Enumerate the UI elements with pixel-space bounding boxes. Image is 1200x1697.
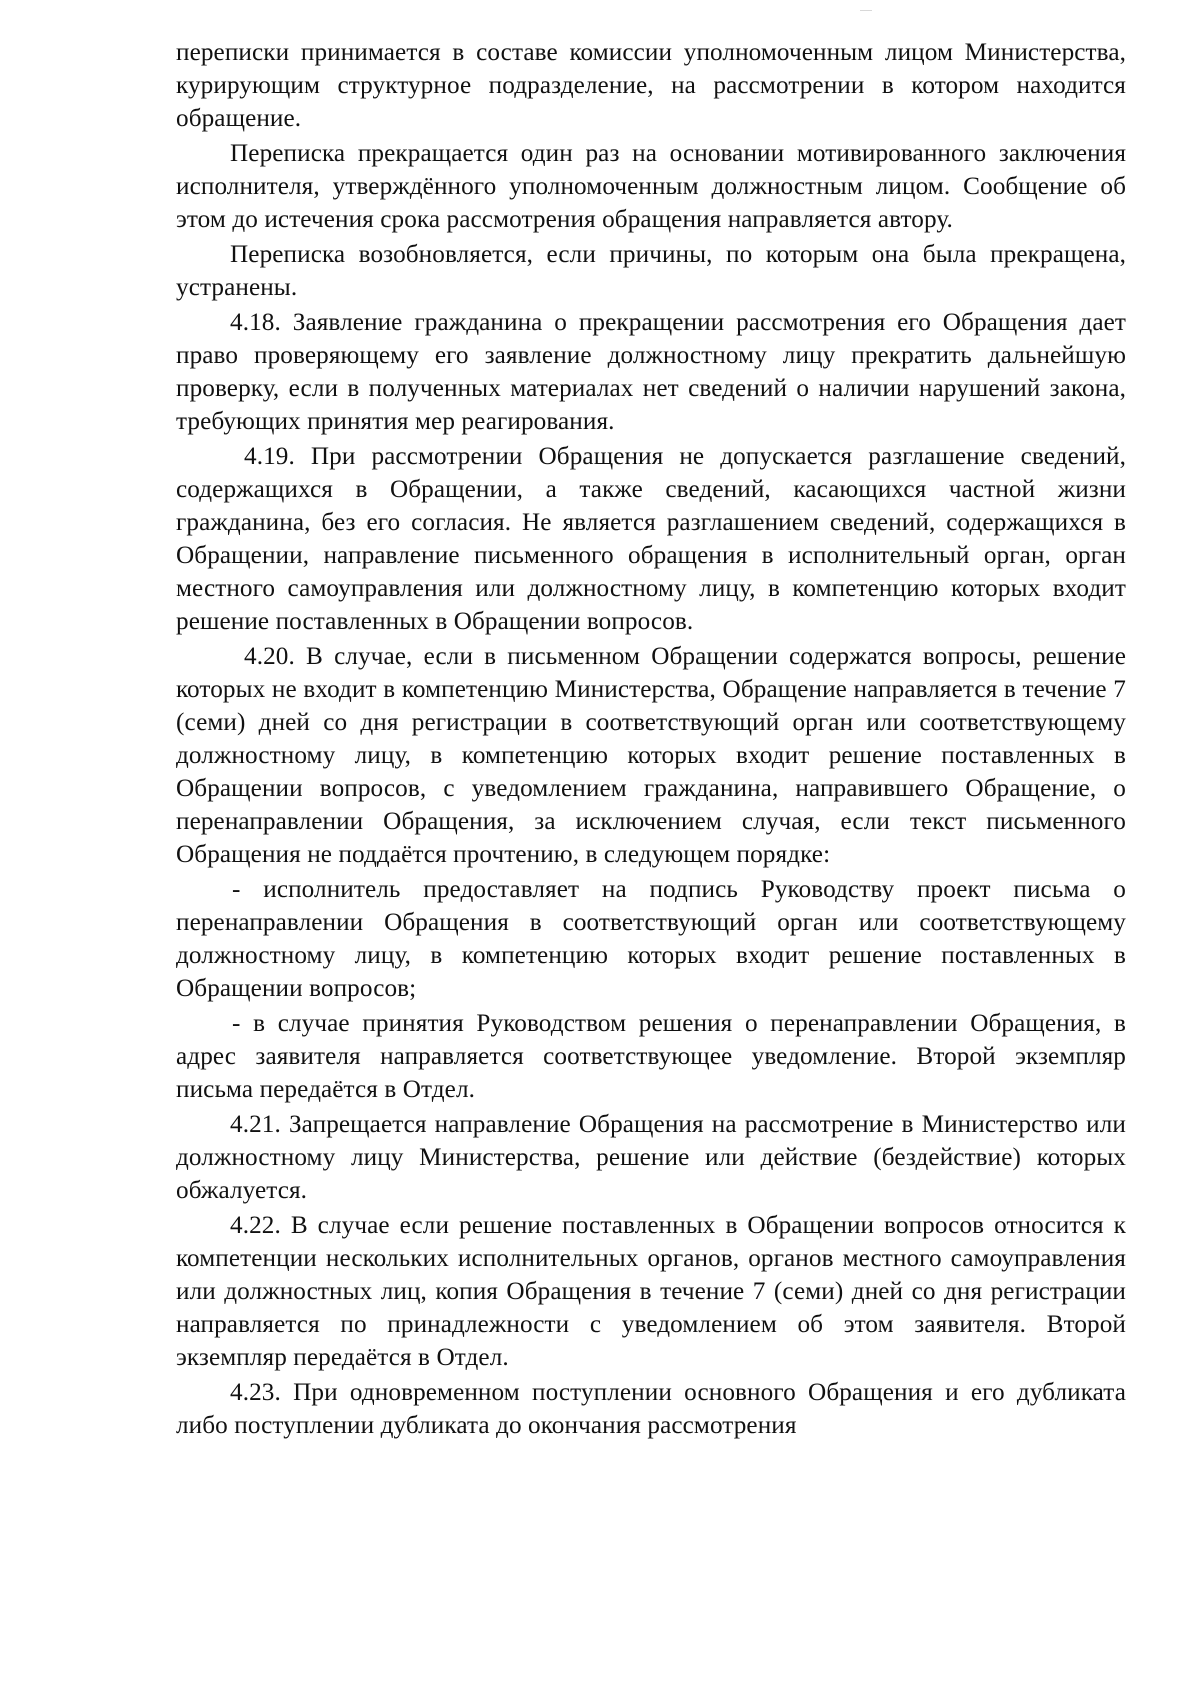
paragraph-correspondence-termination: Переписка прекращается один раз на основании мотивированного заключения исполнителя, утверждённого уполномоченным должностным лицом. Сообщение об этом до истечения срока рассмотрения обращения направляется автору. <box>176 140 1126 233</box>
list-item-executor: - исполнитель предоставляет на подпись Руководству проект письма о перенаправлении Обращения в соответствующий орган или соответствующему должностному лицу, в компетенцию которых входит решение поставленных в Обращении вопросов; <box>176 876 1126 1002</box>
scan-artifact <box>860 10 872 11</box>
paragraph-4-18: 4.18. Заявление гражданина о прекращении рассмотрения его Обращения дает право проверяющему его заявление должностному лицу прекратить дальнейшую проверку, если в полученных материалах нет сведений о наличии нарушений закона, требующих принятия мер реагирования. <box>176 309 1126 435</box>
paragraph-4-21: 4.21. Запрещается направление Обращения на рассмотрение в Министерство или должностному лицу Министерства, решение или действие (бездействие) которых обжалуется. <box>176 1111 1126 1204</box>
list-item-decision: - в случае принятия Руководством решения о перенаправлении Обращения, в адрес заявителя направляется соответствующее уведомление. Второй экземпляр письма передаётся в Отдел. <box>176 1010 1126 1103</box>
paragraph-correspondence-resumption: Переписка возобновляется, если причины, по которым она была прекращена, устранены. <box>176 241 1126 301</box>
paragraph-4-19: 4.19. При рассмотрении Обращения не допускается разглашение сведений, содержащихся в Обращении, а также сведений, касающихся частной жизни гражданина, без его согласия. Не является разглашением сведений, содержащихся в Обращении, направление письменного обращения в исполнительный орган, орган местного самоуправления или должностному лицу, в компетенцию которых входит решение поставленных в Обращении вопросов. <box>176 443 1126 635</box>
document-body <box>176 36 1126 1444</box>
paragraph-continuation: переписки принимается в составе комиссии уполномоченным лицом Министерства, курирующим структурное подразделение, на рассмотрении в котором находится обращение. <box>176 39 1126 132</box>
paragraph-4-20: 4.20. В случае, если в письменном Обращении содержатся вопросы, решение которых не входит в компетенцию Министерства, Обращение направляется в течение 7 (семи) дней со дня регистрации в соответствующий орган или соответствующему должностному лицу, в компетенцию которых входит решение поставленных в Обращении вопросов, с уведомлением гражданина, направившего Обращение, о перенаправлении Обращения, за исключением случая, если текст письменного Обращения не поддаётся прочтению, в следующем порядке: <box>176 643 1126 868</box>
paragraph-4-22: 4.22. В случае если решение поставленных в Обращении вопросов относится к компетенции нескольких исполнительных органов, органов местного самоуправления или должностных лиц, копия Обращения в течение 7 (семи) дней со дня регистрации направляется по принадлежности с уведомлением об этом заявителя. Второй экземпляр передаётся в Отдел. <box>176 1212 1126 1371</box>
paragraph-4-23: 4.23. При одновременном поступлении основного Обращения и его дубликата либо поступлении дубликата до окончания рассмотрения <box>176 1379 1126 1439</box>
